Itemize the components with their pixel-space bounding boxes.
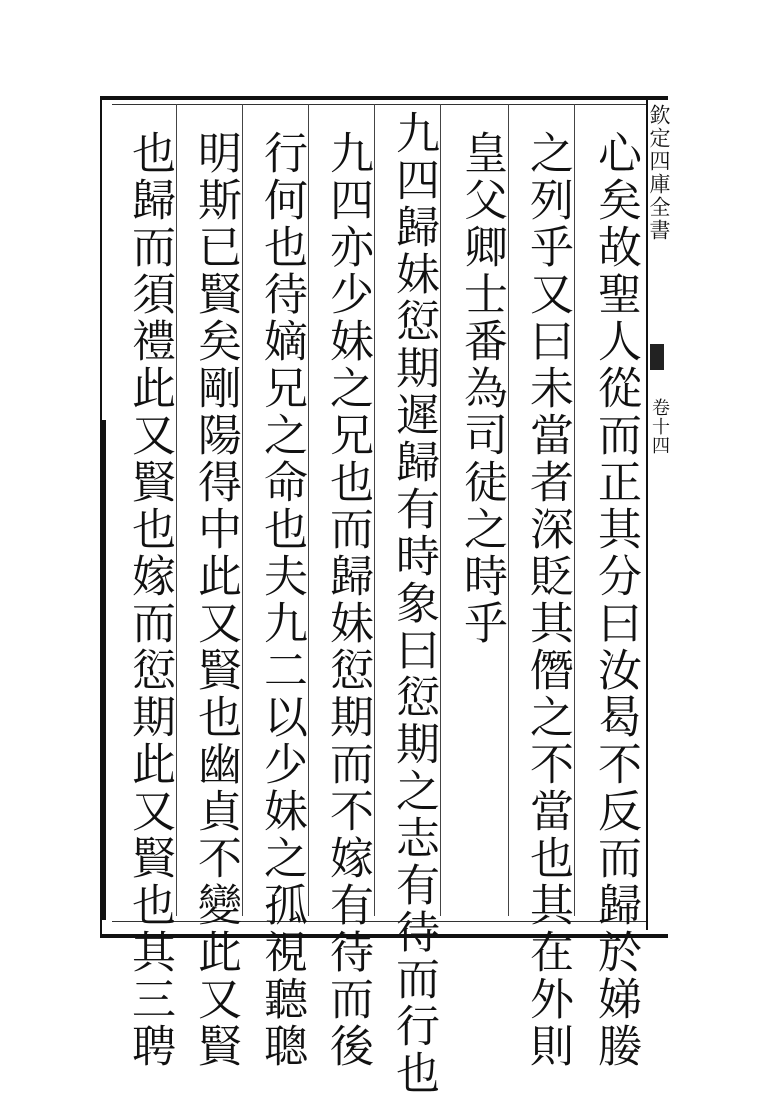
column-text: 九四歸妹愆期遲歸有時象曰愆期之志有待而行也 [388,110,439,1097]
margin-title: 欽定四庫全書 [647,104,671,242]
column-text: 九四亦少妹之兄也而歸妹愆期而不嫁有待而後 [322,130,373,1070]
text-column-7 [184,130,246,1070]
text-column-5 [316,130,378,1070]
text-column-6 [250,130,312,1070]
column-text: 明斯已賢矣剛陽得中此又賢也幽貞不變此又賢 [190,130,241,1070]
margin-fishtail-mark [650,344,664,370]
margin-volume: 卷十四 [649,398,670,455]
column-text: 皇父卿士番為司徒之時乎 [456,130,507,647]
column-text: 心矣故聖人從而正其分曰汝曷不反而歸於娣媵 [590,130,641,1070]
text-column-1 [584,130,646,1070]
text-column-2 [516,130,578,1070]
left-border-bar [100,420,106,920]
column-text: 也歸而須禮此又賢也嫁而愆期此又賢也其三聘 [124,130,175,1070]
column-text: 之列乎又曰未當者深貶其僭之不當也其在外則 [522,130,573,1070]
text-column-8 [118,130,180,1070]
text-column-4 [382,110,444,1097]
text-column-3 [450,130,512,930]
column-text: 行何也待嫡兄之命也夫九二以少妹之孤視聽聰 [256,130,307,1070]
